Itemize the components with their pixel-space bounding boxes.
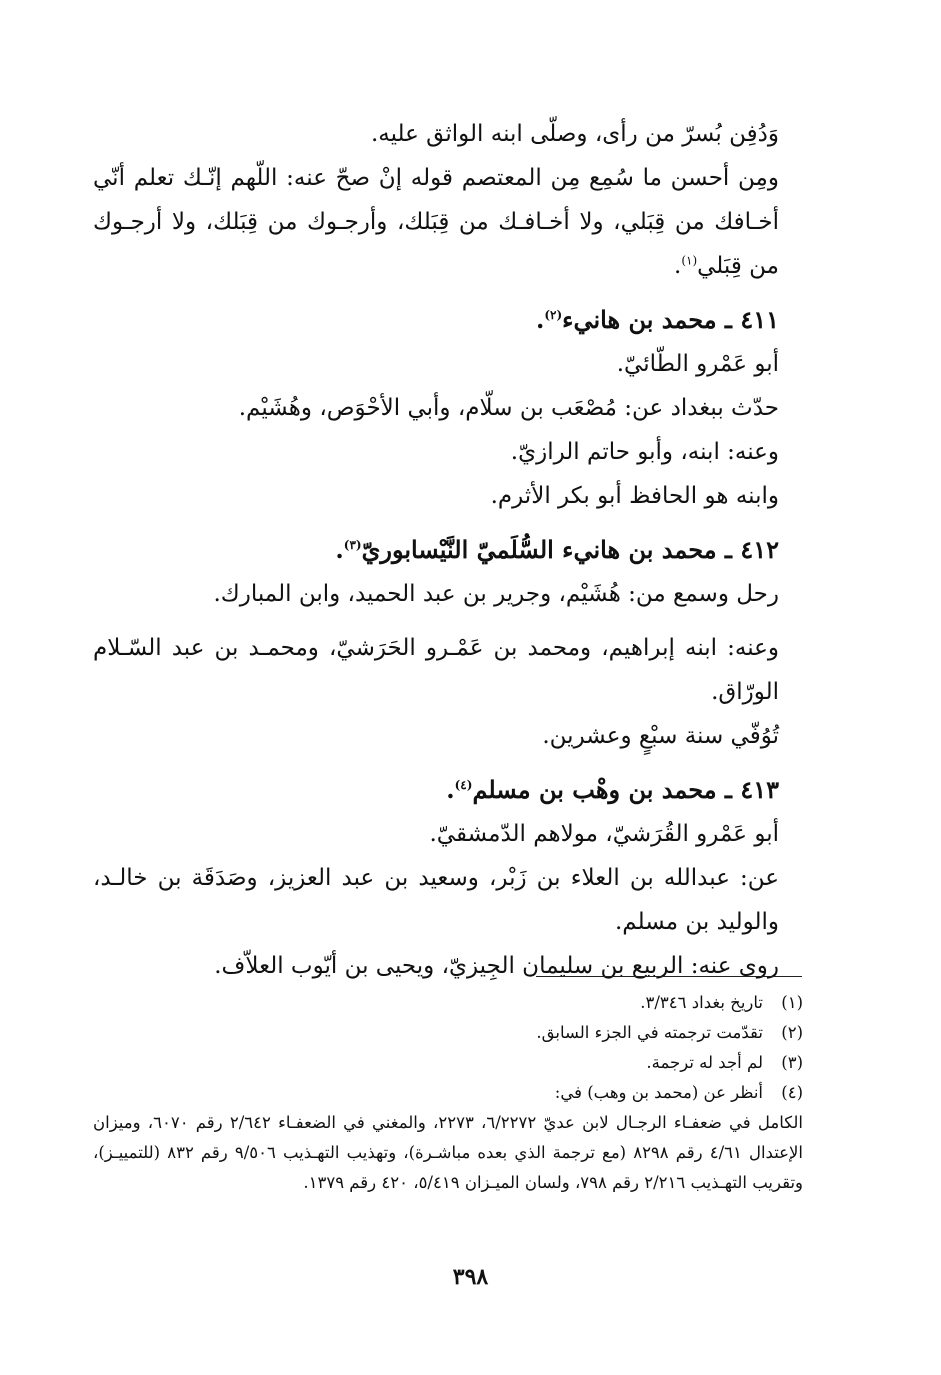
paragraph-burial: وَدُفِن بُسرّ من رأى، وصلّى ابنه الواثق عليه.: [370, 121, 779, 147]
main-text: [93, 112, 803, 988]
footnote-number: (٢): [781, 1023, 803, 1042]
entry-413-kunya: أبو عَمْرو القُرَشيّ، مولاهم الدّمشقيّ.: [429, 821, 779, 847]
entry-413-students: روى عنه: الربيع بن سليمان الجِيزيّ، ويحيى بن أيّوب العلاّف.: [214, 953, 779, 979]
paragraph-prayer: [93, 156, 803, 288]
entry-411-son: وابنه هو الحافظ أبو بكر الأثرم.: [490, 483, 779, 509]
entry-411-end: .: [535, 305, 545, 334]
footnote-4-sources: الكامل في ضعفـاء الرجـال لابن عديّ ٦/٢٢٧٢، ٢٢٧٣، والمغني في الضعفـاء ٢/٦٤٢ رقم ٦٠٧٠، وميزان الإعتدال ٤/٦١ رقم ٨٢٩٨ (مع ترجمة الذي بعده مباشـرة)، وتهذيب التهـذيب ٩/٥٠٦ رقم ٨٣٢ (للتمييـز)، وتقريب التهـذيب ٢/٢١٦ رقم ٧٩٨، ولسان الميـزان ٥/٤١٩، ٤٢٠ رقم ١٣٧٩.: [93, 1113, 804, 1192]
entry-413-heading: [93, 768, 803, 812]
entry-412-title: ٤١٢ ـ محمد بن هانيء السُّلَميّ النَّيْسابوريّ: [361, 535, 779, 564]
entry-412-students: وعنه: ابنه إبراهيم، ومحمد بن عَمْـرو الحَرَشيّ، ومحمـد بن عبد السّـلام الورّاق.: [93, 635, 779, 705]
footnote-item: [93, 1048, 803, 1078]
entry-412-travel: رحل وسمع من: هُشَيْم، وجرير بن عبد الحميد، وابن المبارك.: [213, 581, 779, 607]
entry-411-kunya: أبو عَمْرو الطّائيّ.: [616, 351, 779, 377]
entry-413-end: .: [446, 775, 455, 804]
footnote-ref-2: (٢): [544, 308, 563, 322]
prayer-text: ومِن أحسن ما سُمِع مِن المعتصم قوله إنْ صحّ عنه: اللّهم إنّـك تعلم أنّي أخـافك من قِبَلي، ولا أخـافـك من قِبَلك، وأرجـوك من قِبَلك، ولا أرجـوك من قِبَلي: [93, 165, 779, 279]
page-number: ٣٩٨: [452, 1264, 489, 1290]
footnote-text: تاريخ بغداد ٣/٣٤٦.: [640, 993, 763, 1012]
entry-412-end: .: [335, 535, 344, 564]
footnote-text: لم أجد له ترجمة.: [646, 1053, 763, 1072]
entry-413-teachers: عن: عبدالله بن العلاء بن زَبْر، وسعيد بن عبد العزيز، وصَدَقَة بن خالـد، والوليد بن مسلم.: [93, 865, 779, 935]
footnote-text: أنظر عن (محمد بن وهب) في:: [554, 1083, 763, 1102]
footnote-divider: [536, 976, 802, 977]
entry-412-death: تُوُفّي سنة سبْعٍ وعشرين.: [542, 723, 779, 749]
footnote-text: تقدّمت ترجمته في الجزء السابق.: [536, 1023, 763, 1042]
footnote-ref-1: (١): [681, 253, 698, 268]
entry-413-title: ٤١٣ ـ محمد بن وهْب بن مسلم: [472, 775, 779, 804]
footnote-number: (٤): [781, 1083, 803, 1102]
entry-411-heading: [93, 298, 803, 342]
prayer-end: .: [674, 253, 682, 279]
footnote-item: [93, 988, 803, 1018]
footnotes: [93, 988, 803, 1198]
entry-412-heading: [93, 528, 803, 572]
footnote-ref-4: (٤): [454, 778, 473, 792]
footnote-number: (٣): [781, 1053, 803, 1072]
footnote-item: [93, 1078, 803, 1108]
footnote-item: [93, 1018, 803, 1048]
footnote-ref-3: (٣): [343, 538, 362, 552]
footnote-number: (١): [781, 993, 803, 1012]
entry-411-narrated: حدّث ببغداد عن: مُصْعَب بن سلّام، وأبي الأحْوَص، وهُشَيْم.: [238, 395, 779, 421]
entry-411-title: ٤١١ ـ محمد بن هانيء: [562, 305, 779, 334]
entry-411-students: وعنه: ابنه، وأبو حاتم الرازيّ.: [510, 439, 779, 465]
